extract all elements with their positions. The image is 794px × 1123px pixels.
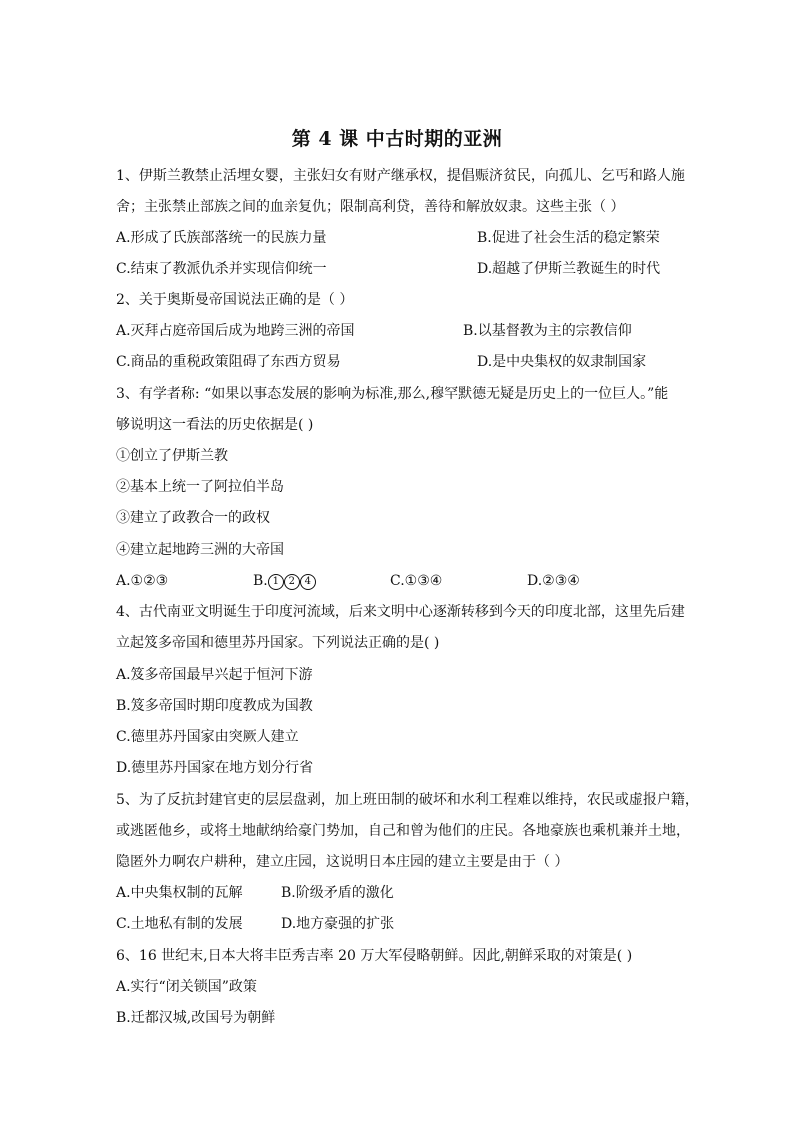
q5-option-d: D.地方豪强的扩张 bbox=[281, 916, 395, 932]
q5-stem-line2: 或逃匿他乡，或将土地献纳给豪门势加，自己和曾为他们的庄民。各地豪族也乘机兼并土地， bbox=[116, 823, 690, 839]
q3-option-d: D.②③④ bbox=[527, 573, 580, 589]
q3-option-b-circle-3: 4 bbox=[300, 574, 316, 590]
q1-option-b: B.促进了社会生活的稳定繁荣 bbox=[477, 230, 660, 246]
q2-stem: 2、关于奥斯曼帝国说法正确的是（ ） bbox=[116, 292, 354, 308]
q4-option-a: A.笈多帝国最早兴起于恒河下游 bbox=[116, 667, 313, 683]
q2-option-d: D.是中央集权的奴隶制国家 bbox=[477, 354, 647, 370]
q1-option-a: A.形成了氏族部落统一的民族力量 bbox=[116, 230, 327, 246]
q3-option-b bbox=[253, 571, 316, 591]
q1-option-d: D.超越了伊斯兰教诞生的时代 bbox=[477, 261, 661, 277]
q3-item-4: ④建立起地跨三洲的大帝国 bbox=[116, 542, 284, 558]
q3-option-c: C.①③④ bbox=[390, 573, 443, 589]
q3-stem-line1: 3、有学者称: “如果以事态发展的影响为标准,那么,穆罕默德无疑是历史上的一位巨人。”能 bbox=[116, 386, 669, 402]
q3-item-2: ②基本上统一了阿拉伯半岛 bbox=[116, 479, 284, 495]
q1-option-c: C.结束了教派仇杀并实现信仰统一 bbox=[116, 261, 327, 277]
q3-item-3: ③建立了政教合一的政权 bbox=[116, 510, 270, 526]
q3-stem-line2: 够说明这一看法的历史依据是( ) bbox=[116, 417, 314, 433]
q5-stem-line3: 隐匿外力啊农户耕种，建立庄园，这说明日本庄园的建立主要是由于（ ） bbox=[116, 854, 569, 870]
q5-stem-line1: 5、为了反抗封建官吏的层层盘剥，加上班田制的破坏和水利工程难以维持，农民或虚报户籍， bbox=[116, 792, 699, 808]
q4-option-c: C.德里苏丹国家由突厥人建立 bbox=[116, 729, 299, 745]
q4-stem-line1: 4、古代南亚文明诞生于印度河流域，后来文明中心逐渐转移到今天的印度北部，这里先后建 bbox=[116, 604, 685, 620]
q1-stem-line2: 舍；主张禁止部族之间的血亲复仇；限制高利贷，善待和解放奴隶。这些主张（ ） bbox=[116, 199, 625, 215]
q5-option-a: A.中央集权制的瓦解 bbox=[116, 885, 243, 901]
q3-item-1: ①创立了伊斯兰教 bbox=[116, 448, 228, 464]
q1-stem-line1: 1、伊斯兰教禁止活埋女婴，主张妇女有财产继承权，提倡赈济贫民，向孤儿、乞丐和路人施 bbox=[116, 168, 685, 184]
q6-option-a: A.实行“闭关锁国”政策 bbox=[116, 979, 257, 995]
q5-option-c: C.土地私有制的发展 bbox=[116, 916, 243, 932]
q3-option-b-circle-2: 2 bbox=[284, 574, 300, 590]
q2-option-a: A.灭拜占庭帝国后成为地跨三洲的帝国 bbox=[116, 323, 355, 339]
q3-option-b-circle-1: 1 bbox=[268, 574, 284, 590]
q5-option-b: B.阶级矛盾的激化 bbox=[281, 885, 394, 901]
q4-option-b: B.笈多帝国时期印度教成为国教 bbox=[116, 698, 313, 714]
q2-option-b: B.以基督教为主的宗教信仰 bbox=[463, 323, 632, 339]
q6-option-b: B.迁都汉城,改国号为朝鲜 bbox=[116, 1010, 276, 1026]
q3-option-b-prefix: B. bbox=[253, 573, 268, 589]
q2-option-c: C.商品的重税政策阻碍了东西方贸易 bbox=[116, 354, 341, 370]
q4-stem-line2: 立起笈多帝国和德里苏丹国家。下列说法正确的是( ) bbox=[116, 635, 440, 651]
q4-option-d: D.德里苏丹国家在地方划分行省 bbox=[116, 760, 314, 776]
page-title: 第 4 课 中古时期的亚洲 bbox=[291, 128, 503, 150]
q3-option-a: A.①②③ bbox=[116, 573, 169, 589]
q6-stem: 6、16 世纪末,日本大将丰臣秀吉率 20 万大军侵略朝鲜。因此,朝鲜采取的对策是( ) bbox=[116, 948, 633, 964]
